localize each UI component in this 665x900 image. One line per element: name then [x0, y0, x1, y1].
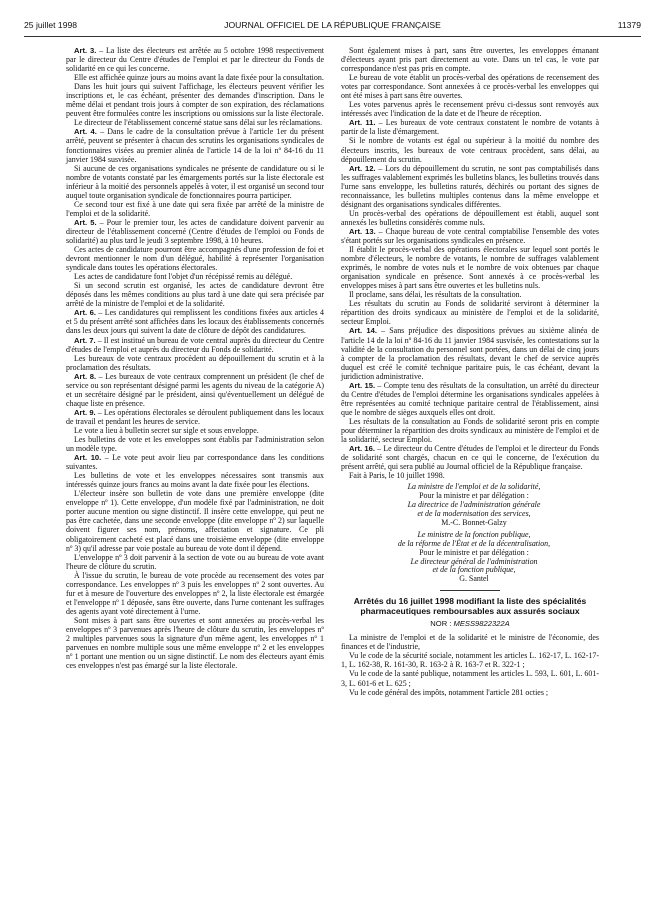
paragraph: [341, 136, 599, 163]
paragraph: [66, 571, 324, 616]
paragraph-text: – Pour le premier tour, les actes de candidature doivent parvenir au directeur de l'établissement concerné (Centre d'études de l'emploi ou Fonds de solidarité) au plus tard le jeudi 3 septembre 1998, à 10 heures.: [66, 217, 324, 245]
paragraph-text: Les résultats de la consultation au Fonds de solidarité seront pris en compte pour déterminer la répartition des droits syndicaux au ministère de l'emploi et de la solidarité, secteur Emploi.: [341, 416, 599, 445]
paragraph: [66, 118, 324, 127]
paragraph-text: – La liste des électeurs est arrêtée au 5 octobre 1998 respectivement par le directeur du Centre d'études de l'emploi et par le directeur du Fonds de solidarité en ce qui les concerne.: [66, 46, 325, 74]
article-paragraph: [66, 127, 324, 163]
signature-line: de la réforme de l'État et de la décentralisation,: [397, 538, 551, 548]
paragraph: [341, 73, 599, 100]
article-paragraph: [66, 372, 324, 408]
article-paragraph: [341, 227, 599, 245]
article-number: Art. 6.: [74, 308, 96, 318]
article-number: Art. 14.: [349, 326, 377, 336]
signature-name: G. Santel: [459, 574, 489, 584]
paragraph: [341, 46, 599, 73]
paragraph: [66, 200, 324, 218]
article-number: Art. 9.: [74, 407, 96, 417]
paragraph-text: – Chaque bureau de vote central comptabilise l'ensemble des votes s'étant portés sur les organisations syndicales en présence.: [341, 226, 599, 245]
signature-block-1: [341, 483, 599, 528]
article-number: Art. 8.: [74, 371, 97, 381]
article-number: Art. 15.: [349, 380, 376, 390]
paragraph: [341, 100, 599, 118]
header-page-number: 11379: [617, 20, 641, 30]
paragraph-text: Ce second tour est fixé à une date qui sera fixée par arrêté de la ministre de l'emploi et de la solidarité.: [66, 199, 324, 218]
paragraph-text: Si aucune de ces organisations syndicales ne présente de candidature ou si le nombre de votants constaté par les émargements portés sur la liste électorale est inférieur à la moitié des personnels appelés à voter, il est organisé un second tour auquel toute organisation syndicale de fonctionnaires pourra participer.: [66, 163, 324, 200]
arrete-paragraph: Vu le code général des impôts, notamment l'article 281 octies ;: [349, 687, 549, 697]
signature-line: Le directeur général de l'administration: [410, 556, 538, 566]
header-date: 25 juillet 1998: [24, 20, 78, 30]
paragraph-text: – Les candidatures qui remplissent les conditions fixées aux articles 4 et 5 du présent arrêté sont affichées dans les locaux des établissements concernés dans les deux jours qui suivent la date de clôture de dépôt des candidatures.: [66, 308, 324, 336]
paragraph-text: Les votes parvenus après le recensement prévu ci-dessus sont renvoyés aux intéressés avec l'indication de la date et de l'heure de réception.: [341, 100, 599, 119]
right-column-articles: [341, 46, 599, 471]
paragraph-text: Le directeur de l'établissement concerné statue sans délai sur les réclamations.: [74, 118, 323, 128]
signature-line: Pour le ministre et par délégation :: [419, 547, 529, 557]
article-number: Art. 13.: [349, 226, 376, 236]
paragraph: [66, 489, 324, 552]
paragraph-text: Les actes de candidature font l'objet d'un récépissé remis au délégué.: [74, 272, 293, 282]
paragraph: [341, 417, 599, 444]
paragraph: [66, 82, 324, 118]
paragraph-text: Si le nombre de votants est égal ou supérieur à la moitié du nombre des électeurs inscrits, les bureaux de vote centraux procèdent, sans délai, au dépouillement du scrutin.: [341, 136, 599, 164]
paragraph-text: – Le directeur du Centre d'études de l'emploi et le directeur du Fonds de solidarité sont chargés, chacun en ce qui le concerne, de l'exécution du présent arrêté, qui sera publié au Journal officiel de la République française.: [341, 444, 600, 472]
article-paragraph: [341, 381, 599, 417]
article-number: Art. 10.: [74, 453, 102, 463]
paragraph-text: Les bulletins de vote et les enveloppes nécessaires sont transmis aux intéressés quinze jours francs au moins avant la date fixée pour les élections.: [66, 471, 324, 490]
paragraph: [341, 245, 599, 290]
arrete-paragraph: Vu le code de la santé publique, notamment les articles L. 593, L. 601, L. 601-3, L. 601-6 et L. 625 ;: [341, 669, 599, 688]
signature-line: et de la fonction publique,: [432, 565, 516, 575]
article-paragraph: [66, 408, 324, 426]
paragraph-text: – Sans préjudice des dispositions prévues au sixième alinéa de l'article 14 de la loi nº 84-16 du 11 janvier 1984 susvisée, les contestations sur la validité de la consultation du personnel sont portées, dans un délai de cinq jours à compter de la proclamation des résultats, devant le chef de service auprès duquel est créé le comité technique paritaire puis, le cas échéant, devant la juridiction administrative.: [341, 326, 599, 381]
page-header: [24, 20, 641, 34]
paragraph: [66, 553, 324, 571]
signature-line: Pour la ministre et par délégation :: [419, 491, 529, 501]
signature-line: Le ministre de la fonction publique,: [417, 529, 531, 539]
paragraph: [66, 616, 324, 670]
paragraph: [66, 164, 324, 200]
paragraph-text: Elle est affichée quinze jours au moins avant la date fixée pour la consultation.: [74, 73, 324, 83]
paragraph-text: – Compte tenu des résultats de la consultation, un arrêté du directeur du Centre d'études de l'emploi détermine les organisations syndicales appelées à être représentées au comité technique paritaire central de l'établissement, ainsi que le nombre de sièges auxquels elles ont droit.: [341, 380, 599, 417]
section-divider: [440, 590, 500, 591]
paragraph: [66, 354, 324, 372]
article-paragraph: [66, 46, 324, 73]
paragraph-text: Il proclame, sans délai, les résultats de la consultation.: [349, 290, 522, 300]
paragraph-text: Les bureaux de vote centraux procèdent au dépouillement du scrutin et à la proclamation des résultats.: [66, 353, 324, 372]
header-title: JOURNAL OFFICIEL DE LA RÉPUBLIQUE FRANÇAISE: [224, 20, 441, 30]
article-number: Art. 5.: [74, 217, 97, 227]
left-column: [66, 46, 324, 670]
signature-line: et de la modernisation des services,: [417, 508, 531, 518]
paragraph-text: Sont mises à part sans être ouvertes et sont annexées au procès-verbal les enveloppes nº 3 parvenues après l'heure de clôture du scrutin, les enveloppes nº 2 multiples parvenues sous la signature d'un même agent, les enveloppes nº 1 parvenues en nombre multiple sous une même enveloppe nº 2 et les enveloppes nº 1 portant une mention ou un signe distinctif. Le nom des électeurs ayant émis ces enveloppes n'est pas émargé sur la liste électorale.: [66, 615, 324, 671]
paragraph-text: – Dans le cadre de la consultation prévue à l'article 1er du présent arrêté, peuvent se présenter à chacun des scrutins les organisations syndicales de fonctionnaires visées au premier alinéa de l'article 14 de la loi nº 84-16 du 11 janvier 1984 susvisée.: [66, 127, 324, 164]
article-number: Art. 3.: [74, 46, 97, 55]
paragraph-text: L'enveloppe nº 3 doit parvenir à la section de vote ou au bureau de vote avant l'heure de clôture du scrutin.: [66, 552, 324, 571]
paragraph-text: Le vote a lieu à bulletin secret sur sigle et sous enveloppe.: [74, 425, 259, 435]
signature-line: La ministre de l'emploi et de la solidarité,: [407, 482, 541, 492]
signature-block-2: [341, 531, 599, 584]
paragraph: [341, 209, 599, 227]
paragraph-text: Dans les huit jours qui suivent l'affichage, les électeurs peuvent vérifier les inscriptions et, le cas échéant, présenter des demandes d'inscription. Dans le même délai et pendant trois jours à compter de son expiration, des réclamations peuvent être formulées contre les inscriptions ou omissions sur la liste électorale.: [66, 82, 324, 119]
paragraph-text: Un procès-verbal des opérations de dépouillement est établi, auquel sont annexés les bulletins considérés comme nuls.: [341, 208, 599, 227]
article-number: Art. 7.: [74, 335, 96, 345]
paragraph-text: Il établit le procès-verbal des opérations électorales sur lequel sont portés le nombre d'électeurs, le nombre de votants, le nombre de suffrages valablement exprimés, le nombre de votes nuls et le nombre de voix obtenues par chaque organisation syndicale en présence. Sont annexés à ce procès-verbal les enveloppes mises à part sans être ouvertes et les bulletins nuls.: [341, 245, 599, 291]
article-paragraph: [341, 164, 599, 209]
paragraph-text: L'électeur insère son bulletin de vote dans une première enveloppe (dite enveloppe nº 1). Cette enveloppe, d'un modèle fixé par l'administration, ne doit porter aucune mention ou signe distinctif. Il insère cette enveloppe, qui peut ne pas être cachetée, dans une seconde enveloppe (dite enveloppe nº 2) sur laquelle doivent figurer ses nom, prénoms, affectation et signature. Ce pli obligatoirement cacheté est placé dans une troisième enveloppe (dite enveloppe nº 3) qu'il adresse par voie postale au bureau de vote dont il dépend.: [66, 489, 324, 553]
paragraph: [66, 73, 324, 82]
article-paragraph: [66, 218, 324, 245]
arrete-paragraph: Vu le code de la sécurité sociale, notamment les articles L. 162-17, L. 162-17-1, L. 162-38, R. 161-30, R. 163-2 à R. 163-7 et R. 322-1 ;: [341, 651, 599, 670]
paragraph: [66, 435, 324, 453]
arrete-paragraph: La ministre de l'emploi et de la solidarité et le ministre de l'économie, des finances et de l'industrie,: [341, 633, 599, 652]
paragraph-text: – Il est institué un bureau de vote central auprès du directeur du Centre d'études de l'emploi et auprès du directeur du Fonds de solidarité.: [66, 335, 324, 354]
article-paragraph: [341, 444, 599, 471]
paragraph-text: – Le vote peut avoir lieu par correspondance dans les conditions suivantes.: [66, 453, 324, 472]
paragraph-text: – Les bureaux de vote centraux comprennent un président (le chef de service ou son représentant désigné parmi les agents du niveau de la catégorie A) et un secrétaire désigné par le président, ainsi qu'éventuellement un délégué de chaque liste en présence.: [66, 371, 324, 408]
nor-code: MESS9822322A: [453, 619, 510, 629]
paragraph-text: Ces actes de candidature pourront être accompagnés d'une profession de foi et devront mentionner le nom d'un délégué, habilité à représenter l'organisation syndicale dans toutes les opérations électorales.: [66, 245, 324, 273]
paragraph: [341, 299, 599, 326]
paragraph: [66, 272, 324, 281]
paragraph-text: – Lors du dépouillement du scrutin, ne sont pas comptabilisés dans les suffrages valablement exprimés les bulletins blancs, les bulletins trouvés dans l'urne sans enveloppe, les bulletins raturés, déchirés ou portant des signes de reconnaissance, les bulletins multiples contenus dans la même enveloppe et désignant des organisations syndicales différentes.: [341, 163, 599, 209]
paragraph: [66, 245, 324, 272]
article-number: Art. 11.: [349, 118, 376, 128]
paragraph-text: Sont également mises à part, sans être ouvertes, les enveloppes émanant d'électeurs ayant pris part directement au vote. Dans un tel cas, le vote par correspondance n'est pas pris en compte.: [341, 46, 599, 74]
header-rule: [24, 36, 641, 37]
signature-name: M.-C. Bonnet-Galzy: [441, 517, 507, 527]
paragraph: [341, 290, 599, 299]
paragraph: [66, 471, 324, 489]
arrete-title: Arrêtés du 16 juillet 1998 modifiant la liste des spécialités pharmaceutiques remboursables aux assurés sociaux: [353, 596, 587, 616]
paragraph-text: Les bulletins de vote et les enveloppes sont établis par l'administration selon un modèle type.: [66, 435, 324, 454]
nor-reference: [341, 619, 599, 628]
article-paragraph: [341, 118, 599, 136]
paragraph-text: – Les opérations électorales se déroulent publiquement dans les locaux de travail et pendant les heures de service.: [66, 407, 324, 426]
nor-label: NOR :: [430, 619, 452, 629]
article-paragraph: [66, 336, 324, 354]
article-paragraph: [66, 453, 324, 471]
article-paragraph: [66, 308, 324, 335]
place-date: Fait à Paris, le 10 juillet 1998.: [349, 471, 445, 481]
paragraph-text: Si un second scrutin est organisé, les actes de candidature devront être déposés dans les mêmes conditions au plus tard à une date qui sera précisée par arrêté de la ministre de l'emploi et de la solidarité.: [66, 281, 324, 309]
paragraph-text: Le bureau de vote établit un procès-verbal des opérations de recensement des votes par correspondance. Sont annexées à ce procès-verbal les enveloppes qui ont été mises à part sans être ouvertes.: [341, 73, 599, 101]
paragraph: [66, 426, 324, 435]
paragraph-text: Les résultats du scrutin au Fonds de solidarité serviront à déterminer la répartition des droits syndicaux au ministère de l'emploi et de la solidarité, secteur Emploi.: [341, 299, 599, 327]
paragraph: [66, 281, 324, 308]
signature-line: La directrice de l'administration générale: [407, 500, 541, 510]
paragraph-text: – Les bureaux de vote centraux constatent le nombre de votants à partir de la liste d'émargement.: [341, 118, 599, 137]
article-number: Art. 16.: [349, 444, 375, 454]
article-paragraph: [341, 326, 599, 380]
article-number: Art. 12.: [349, 163, 376, 173]
article-number: Art. 4.: [74, 127, 97, 137]
paragraph-text: À l'issue du scrutin, le bureau de vote procède au recensement des votes par correspondance. Les enveloppes nº 3 puis les enveloppes nº 2 sont ouvertes. Au fur et à mesure de l'ouverture des enveloppes nº 2, la liste électorale est émargée et l'enveloppe nº 1 déposée, sans être ouverte, dans l'urne contenant les suffrages des agents ayant voté directement à l'urne.: [66, 570, 324, 616]
right-column: [341, 46, 599, 697]
